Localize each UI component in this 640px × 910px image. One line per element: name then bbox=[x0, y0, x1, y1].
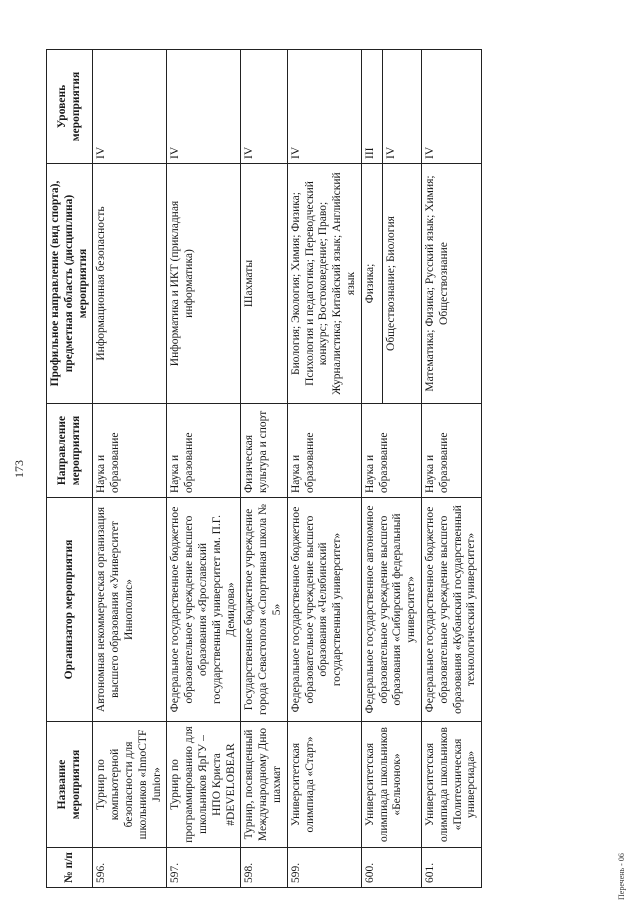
table-header-row bbox=[47, 50, 93, 888]
row-number: 599. bbox=[287, 848, 361, 888]
table-row bbox=[241, 50, 287, 888]
header-level: Уровень мероприятия bbox=[47, 50, 93, 164]
header-name: Название мероприятия bbox=[47, 722, 93, 848]
event-level bbox=[167, 50, 241, 164]
event-name: Турнир по программированию для школьников ЯрГУ – НПО Криста #DEVELOBEAR bbox=[167, 722, 241, 848]
event-level bbox=[421, 50, 481, 164]
header-org: Организатор мероприятия bbox=[47, 498, 93, 722]
table-row bbox=[287, 50, 361, 888]
event-direction: Наука и образование bbox=[167, 404, 241, 498]
table-row bbox=[421, 50, 481, 888]
header-num: № п/п bbox=[47, 848, 93, 888]
page-number: 173 bbox=[12, 460, 26, 478]
event-profile bbox=[361, 164, 421, 404]
profile-entry: Информатика и ИКТ (прикладная информатика) bbox=[169, 200, 196, 367]
event-profile bbox=[93, 164, 167, 404]
events-table bbox=[46, 49, 482, 888]
profile-entry: Обществознание; Биология bbox=[382, 164, 399, 403]
profile-entry: Физика; bbox=[363, 263, 376, 304]
event-name: Университетская олимпиада школьников «Бельчонок» bbox=[361, 722, 421, 848]
event-organizer: Федеральное государственное бюджетное образовательное учреждение высшего образования «Челябинский государственный университет» bbox=[287, 498, 361, 722]
level-entry: IV bbox=[423, 146, 436, 159]
event-profile bbox=[421, 164, 481, 404]
row-number: 598. bbox=[241, 848, 287, 888]
event-profile bbox=[287, 164, 361, 404]
profile-entry: Биология; Экология; Химия; Физика; Психология и педагогика; Переводческий конкурс; Востоковедение; Право; Журналистика; Китайский язык; Английский язык bbox=[289, 172, 357, 395]
level-entry: IV bbox=[95, 146, 108, 159]
level-entry: IV bbox=[289, 146, 302, 159]
table-row bbox=[361, 50, 421, 888]
event-organizer: Федеральное государственное автономное образовательное учреждение высшего образования «Сибирский федеральный университет» bbox=[361, 498, 421, 722]
profile-entry: Информационная безопасность bbox=[95, 206, 108, 361]
event-name: Турнир, посвященный Международному Дню шахмат bbox=[241, 722, 287, 848]
profile-entry: Шахматы bbox=[243, 259, 256, 308]
row-number: 597. bbox=[167, 848, 241, 888]
event-organizer: Государственное бюджетное учреждение города Севастополя «Спортивная школа № 5» bbox=[241, 498, 287, 722]
event-name: Турнир по компьютерной безопасности для школьников «InnoCTF Junior» bbox=[93, 722, 167, 848]
event-organizer: Автономная некоммерческая организация высшего образования «Университет Иннополис» bbox=[93, 498, 167, 722]
event-direction: Наука и образование bbox=[93, 404, 167, 498]
level-entry: IV bbox=[169, 146, 182, 159]
event-level bbox=[361, 50, 421, 164]
header-direction: Направление мероприятия bbox=[47, 404, 93, 498]
table-row bbox=[167, 50, 241, 888]
footer-note: Перечень - 06 bbox=[617, 853, 626, 900]
table-row bbox=[93, 50, 167, 888]
event-direction: Наука и образование bbox=[361, 404, 421, 498]
level-entry: III bbox=[363, 147, 376, 159]
level-entry: IV bbox=[382, 50, 399, 163]
row-number: 600. bbox=[361, 848, 421, 888]
event-profile bbox=[241, 164, 287, 404]
event-direction: Наука и образование bbox=[421, 404, 481, 498]
table-body bbox=[93, 50, 482, 888]
level-entry: IV bbox=[243, 146, 256, 159]
event-name: Университетская олимпиада школьников «Политехническая универсиада» bbox=[421, 722, 481, 848]
event-name: Университетская олимпиада «Старт» bbox=[287, 722, 361, 848]
event-direction: Физическая культура и спорт bbox=[241, 404, 287, 498]
event-organizer: Федеральное государственное бюджетное образовательное учреждение высшего образования «Ярославский государственный университет им. П.Г. Демидова» bbox=[167, 498, 241, 722]
event-level bbox=[93, 50, 167, 164]
header-profile: Профильное направление (вид спорта), предметная область (дисциплина) мероприятия bbox=[47, 164, 93, 404]
event-direction: Наука и образование bbox=[287, 404, 361, 498]
profile-entry: Математика; Физика; Русский язык; Химия; Обществознание bbox=[423, 175, 450, 392]
event-level bbox=[241, 50, 287, 164]
event-profile bbox=[167, 164, 241, 404]
row-number: 601. bbox=[421, 848, 481, 888]
event-organizer: Федеральное государственное бюджетное образовательное учреждение высшего образования «Кубанский государственный технологический университет» bbox=[421, 498, 481, 722]
event-level bbox=[287, 50, 361, 164]
row-number: 596. bbox=[93, 848, 167, 888]
